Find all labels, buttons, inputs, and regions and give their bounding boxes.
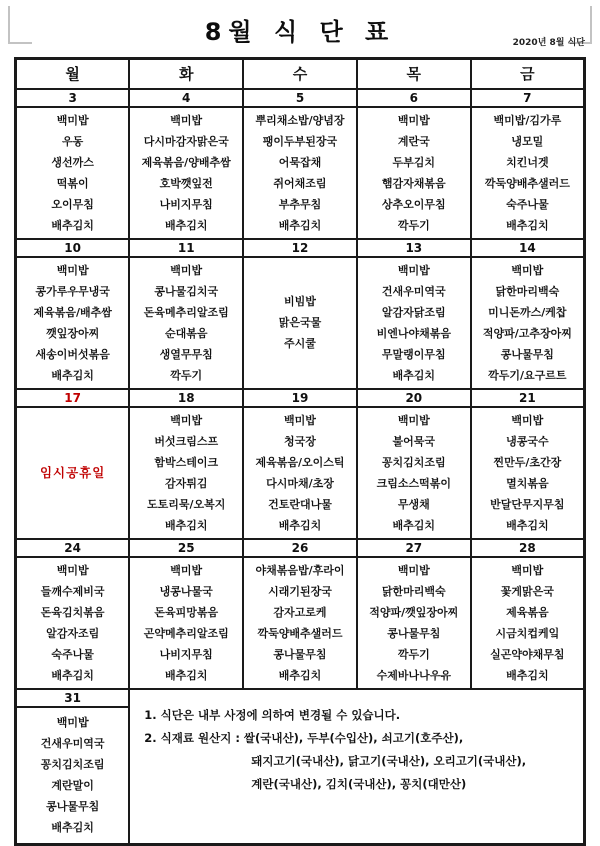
menu-item: 꽁치김치조림 (40, 758, 105, 772)
day-header: 월 (16, 59, 130, 89)
date-cell: 19 (243, 389, 357, 407)
table-row (16, 407, 585, 539)
menu-item: 콩나물무침 (387, 626, 441, 640)
menu-item: 제육볶음/양배추쌈 (141, 155, 231, 169)
menu-item: 배추김치 (278, 218, 322, 232)
menu-item: 맑은국물 (278, 316, 322, 329)
menu-item: 백미밥 (397, 113, 430, 127)
menu-item: 백미밥 (56, 263, 89, 277)
page-title: 8월 식 단 표 (204, 18, 396, 46)
date-cell: 17 (16, 389, 130, 407)
date-cell: 14 (471, 239, 585, 257)
menu-item: 알감자닭조림 (381, 305, 446, 319)
menu-table-body (16, 59, 585, 845)
menu-cell (471, 407, 585, 539)
notes-cell (129, 689, 584, 845)
date-cell: 31 (16, 689, 130, 707)
menu-item: 백미밥 (56, 113, 89, 127)
menu-item: 실곤약야채무침 (490, 647, 565, 661)
menu-item: 배추김치 (278, 518, 322, 532)
menu-item: 배추김치 (51, 368, 94, 382)
menu-item: 감자고로케 (273, 605, 327, 619)
menu-item: 배추김치 (51, 821, 94, 835)
menu-item: 적양파/고추장아찌 (482, 326, 572, 340)
date-cell: 26 (243, 539, 357, 557)
menu-item: 함박스테이크 (154, 455, 219, 469)
holiday-cell (16, 407, 130, 539)
date-cell: 10 (16, 239, 130, 257)
menu-item: 꽃게맑은국 (500, 584, 554, 598)
menu-item: 깍두기/요구르트 (488, 368, 567, 382)
menu-item: 배추김치 (392, 518, 436, 532)
menu-item: 다시마채/초장 (266, 476, 334, 490)
date-cell: 24 (16, 539, 130, 557)
menu-cell (129, 557, 243, 689)
date-cell: 3 (16, 89, 130, 107)
menu-item: 순대볶음 (164, 326, 208, 340)
menu-item: 쥐어채조림 (273, 176, 327, 190)
menu-item: 건토란대나물 (268, 497, 332, 511)
menu-item: 냉콩국수 (506, 434, 549, 448)
menu-item: 시금치컵케잌 (495, 626, 560, 640)
menu-item: 두부김치 (392, 155, 436, 169)
menu-item: 부추무침 (278, 197, 322, 211)
menu-cell (243, 407, 357, 539)
menu-item: 나비지무침 (159, 197, 213, 211)
menu-cell (243, 257, 357, 389)
date-cell: 7 (471, 89, 585, 107)
menu-item: 찐만두/초간장 (493, 455, 562, 469)
menu-item: 계란말이 (51, 779, 94, 793)
menu-item: 제육볶음/배추쌈 (33, 305, 112, 319)
menu-item: 다시마감자맑은국 (143, 134, 229, 148)
menu-item: 돈육메추리알조림 (143, 305, 229, 319)
menu-item: 도토리묵/오복지 (146, 497, 226, 511)
day-header: 수 (243, 59, 357, 89)
menu-item: 들깨수제비국 (40, 584, 105, 598)
menu-item: 청국장 (284, 434, 316, 448)
menu-item: 비엔나야채볶음 (376, 326, 451, 340)
table-row (16, 59, 585, 89)
menu-item: 햄감자채볶음 (381, 176, 446, 190)
menu-item: 꽁치김치조림 (381, 455, 446, 469)
menu-item: 백미밥 (511, 263, 544, 277)
note-line: 2. 식재료 원산지 : 쌀(국내산), 두부(수입산), 쇠고기(호주산), (144, 730, 464, 745)
menu-item: 백미밥 (170, 563, 203, 577)
menu-item: 건새우미역국 (40, 737, 105, 751)
menu-item: 버섯크림스프 (154, 434, 219, 448)
menu-item: 냉콩나물국 (159, 584, 213, 598)
date-cell: 21 (471, 389, 585, 407)
menu-item: 미니돈까스/케찹 (488, 305, 567, 319)
date-cell: 4 (129, 89, 243, 107)
day-header: 화 (129, 59, 243, 89)
menu-cell (357, 407, 471, 539)
menu-item: 숙주나물 (506, 197, 549, 211)
menu-item: 우동 (62, 134, 84, 148)
menu-cell (471, 107, 585, 239)
menu-item: 백미밥 (170, 413, 203, 427)
table-row (16, 689, 585, 707)
date-cell: 18 (129, 389, 243, 407)
menu-item: 콩가루우무냉국 (35, 284, 110, 298)
menu-item: 돈육피망볶음 (154, 605, 219, 619)
menu-cell (129, 107, 243, 239)
menu-item: 뿌리채소밥/양념장 (255, 113, 345, 127)
menu-item: 깍둑양배추샐러드 (484, 176, 570, 190)
menu-item: 떡볶이 (56, 176, 89, 190)
menu-item: 냉모밀 (511, 134, 544, 148)
menu-cell (16, 707, 130, 845)
menu-item: 팽이두부된장국 (262, 134, 338, 148)
menu-item: 제육볶음/오이스틱 (255, 455, 345, 469)
menu-cell (129, 257, 243, 389)
menu-cell (243, 557, 357, 689)
menu-item: 배추김치 (51, 668, 94, 682)
menu-item: 깍둑양배추샐러드 (257, 626, 343, 640)
menu-item: 멸치볶음 (506, 476, 549, 490)
menu-item: 백미밥 (56, 716, 89, 730)
note-line: 1. 식단은 내부 사정에 의하여 변경될 수 있습니다. (144, 707, 401, 722)
menu-item: 건새우미역국 (381, 284, 446, 298)
menu-item: 배추김치 (164, 218, 208, 232)
menu-item: 백미밥 (397, 563, 430, 577)
menu-item: 깍두기 (170, 368, 203, 382)
menu-item: 오이무침 (51, 197, 94, 211)
menu-item: 시래기된장국 (268, 584, 332, 598)
menu-item: 배추김치 (506, 518, 549, 532)
menu-item: 어묵잡채 (278, 155, 322, 169)
menu-item: 백미밥 (170, 113, 203, 127)
menu-item: 제육볶음 (506, 605, 549, 619)
menu-item: 생선까스 (51, 155, 94, 169)
menu-cell (471, 557, 585, 689)
menu-item: 백미밥 (397, 413, 430, 427)
menu-item: 깍두기 (397, 218, 430, 232)
menu-item: 상추오이무침 (381, 197, 446, 211)
table-row (16, 89, 585, 107)
menu-item: 적양파/깻잎장아찌 (369, 605, 459, 619)
menu-item: 배추김치 (164, 668, 208, 682)
menu-item: 무생채 (397, 497, 430, 511)
date-cell: 13 (357, 239, 471, 257)
menu-item: 닭한마리백숙 (381, 584, 446, 598)
menu-item: 야채볶음밥/후라이 (255, 563, 345, 577)
menu-item: 콩나물무침 (46, 800, 100, 814)
menu-item: 반달단무지무침 (490, 497, 565, 511)
menu-item: 콩나물무침 (500, 347, 554, 361)
menu-item: 크림소스떡볶이 (376, 476, 451, 490)
menu-cell (357, 107, 471, 239)
menu-item: 임시공휴일 (39, 465, 106, 480)
menu-cell (243, 107, 357, 239)
page-corner-mark-left (8, 6, 32, 44)
menu-item: 배추김치 (506, 218, 549, 232)
menu-item: 닭한마리백숙 (495, 284, 560, 298)
note-line: 돼지고기(국내산), 닭고기(국내산), 오리고기(국내산), (251, 753, 527, 768)
menu-item: 비빔밥 (284, 295, 316, 308)
menu-item: 새송이버섯볶음 (35, 347, 110, 361)
menu-cell (357, 557, 471, 689)
menu-item: 치킨너겟 (506, 155, 549, 169)
menu-item: 배추김치 (506, 668, 549, 682)
menu-cell (16, 557, 130, 689)
page-subtitle: 2020년 8월 식단 (512, 38, 585, 48)
date-cell: 6 (357, 89, 471, 107)
menu-item: 백미밥 (511, 413, 544, 427)
date-cell: 25 (129, 539, 243, 557)
table-row (16, 239, 585, 257)
day-header: 목 (357, 59, 471, 89)
day-header: 금 (471, 59, 585, 89)
menu-item: 배추김치 (164, 518, 208, 532)
menu-item: 계란국 (397, 134, 430, 148)
menu-item: 무말랭이무침 (381, 347, 446, 361)
menu-item: 배추김치 (392, 368, 436, 382)
menu-item: 호박깻잎전 (159, 176, 213, 190)
menu-item: 돈육김치볶음 (40, 605, 105, 619)
menu-item: 백미밥 (170, 263, 203, 277)
table-row (16, 389, 585, 407)
menu-cell (16, 107, 130, 239)
table-row (16, 557, 585, 689)
date-cell: 28 (471, 539, 585, 557)
table-row (16, 257, 585, 389)
date-cell: 5 (243, 89, 357, 107)
menu-table (14, 57, 586, 846)
menu-item: 곤약메추리알조림 (143, 626, 229, 640)
menu-cell (129, 407, 243, 539)
menu-item: 알감자조림 (46, 626, 100, 640)
date-cell: 20 (357, 389, 471, 407)
menu-item: 깍두기 (397, 647, 430, 661)
table-row (16, 539, 585, 557)
table-row (16, 107, 585, 239)
menu-item: 백미밥 (56, 563, 89, 577)
menu-item: 깻잎장아찌 (46, 326, 100, 340)
menu-item: 주시쿨 (284, 337, 316, 350)
date-cell: 27 (357, 539, 471, 557)
date-cell: 12 (243, 239, 357, 257)
menu-item: 백미밥 (397, 263, 430, 277)
menu-item: 콩나물김치국 (154, 284, 219, 298)
menu-item: 배추김치 (278, 668, 322, 682)
date-cell: 11 (129, 239, 243, 257)
menu-item: 백미밥 (284, 413, 316, 427)
menu-item: 수제바나나우유 (376, 668, 451, 682)
menu-item: 배추김치 (51, 218, 94, 232)
menu-cell (471, 257, 585, 389)
menu-item: 콩나물무침 (273, 647, 327, 661)
menu-item: 숙주나물 (51, 647, 94, 661)
menu-item: 백미밥 (511, 563, 544, 577)
menu-item: 나비지무침 (159, 647, 213, 661)
menu-item: 불어묵국 (392, 434, 436, 448)
menu-item: 생열무무침 (159, 347, 213, 361)
menu-item: 감자튀김 (164, 476, 208, 490)
menu-item: 백미밥/김가루 (493, 113, 562, 127)
menu-cell (16, 257, 130, 389)
note-line: 계란(국내산), 김치(국내산), 꽁치(대만산) (251, 776, 467, 791)
menu-cell (357, 257, 471, 389)
